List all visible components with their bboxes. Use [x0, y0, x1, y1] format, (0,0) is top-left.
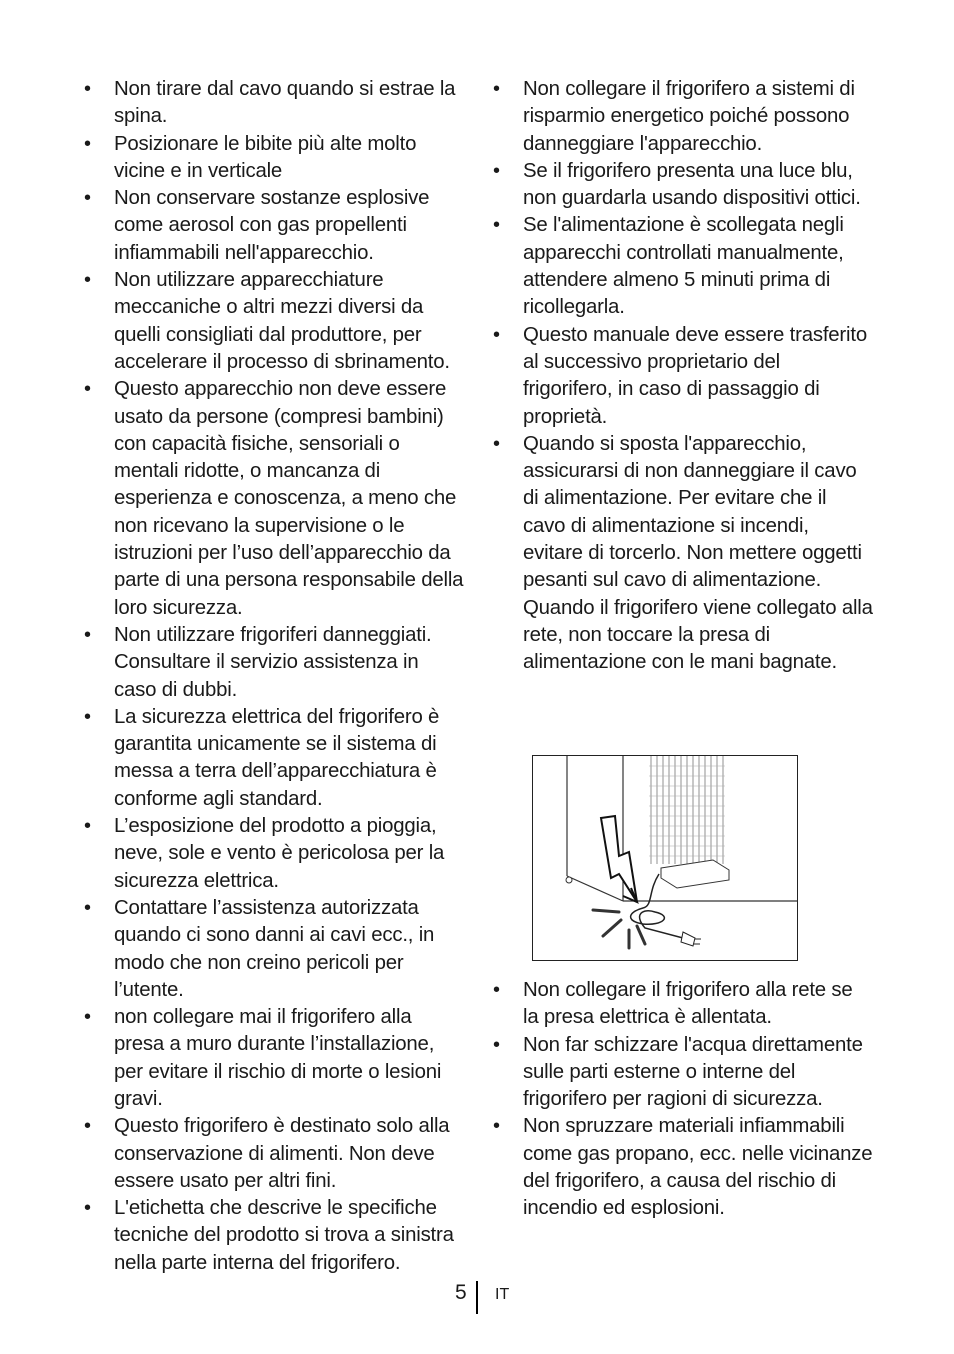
left-column	[84, 76, 464, 1277]
power-cord-warning-illustration	[532, 755, 798, 961]
list-item: • Contattare l’assistenza autorizzata quando ci sono danni ai cavi ecc., in modo che non creino pericoli per l’utente.	[84, 895, 464, 1004]
list-item: • Se l'alimentazione è scollegata negli apparecchi controllati manualmente, attendere almeno 5 minuti prima di ricollegarla.	[493, 212, 873, 321]
list-item: • Non tirare dal cavo quando si estrae la spina.	[84, 76, 464, 131]
list-item: • Posizionare le bibite più alte molto vicine e in verticale	[84, 131, 464, 186]
left-bullet-list	[84, 76, 464, 1277]
list-item: • Questo frigorifero è destinato solo alla conservazione di alimenti. Non deve essere usato per altri fini.	[84, 1113, 464, 1195]
list-item: • Non utilizzare apparecchiature meccaniche o altri mezzi diversi da quelli consigliati dal produttore, per accelerare il processo di sbrinamento.	[84, 267, 464, 376]
footer-separator	[476, 1281, 478, 1314]
right-column	[493, 76, 873, 677]
list-item: • Non collegare il frigorifero a sistemi di risparmio energetico poiché possono danneggiare l'apparecchio.	[493, 76, 873, 158]
refrigerator-back-icon	[533, 756, 798, 961]
right-column-bottom	[493, 977, 873, 1223]
list-item: • Non conservare sostanze esplosive come aerosol con gas propellenti infiammabili nell'apparecchio.	[84, 185, 464, 267]
list-item: • La sicurezza elettrica del frigorifero è garantita unicamente se il sistema di messa a terra dell’apparecchiatura è conforme agli standard.	[84, 704, 464, 813]
list-item: • Non utilizzare frigoriferi danneggiati. Consultare il servizio assistenza in caso di dubbi.	[84, 622, 464, 704]
list-item: • Non collegare il frigorifero alla rete se la presa elettrica è allentata.	[493, 977, 873, 1032]
list-item: • Se il frigorifero presenta una luce blu, non guardarla usando dispositivi ottici.	[493, 158, 873, 213]
list-item: • Questo manuale deve essere trasferito al successivo proprietario del frigorifero, in caso di passaggio di proprietà.	[493, 322, 873, 431]
page-number: 5	[455, 1281, 467, 1304]
list-item: • L'etichetta che descrive le specifiche tecniche del prodotto si trova a sinistra nella parte interna del frigorifero.	[84, 1195, 464, 1277]
list-item: • Quando si sposta l'apparecchio, assicurarsi di non danneggiare il cavo di alimentazione. Per evitare che il cavo di alimentazione si incendi, evitare di torcerlo. Non mettere oggetti pesanti sul cavo di alimentazione. Quando il frigorifero viene collegato alla rete, non toccare la presa di alimentazione con le mani bagnate.	[493, 431, 873, 677]
right-bullet-list-bottom	[493, 977, 873, 1223]
list-item: • L’esposizione del prodotto a pioggia, neve, sole e vento è pericolosa per la sicurezza elettrica.	[84, 813, 464, 895]
list-item: • Non spruzzare materiali infiammabili come gas propano, ecc. nelle vicinanze del frigorifero, a causa del rischio di incendio ed esplosioni.	[493, 1113, 873, 1222]
list-item: • Non far schizzare l'acqua direttamente sulle parti esterne o interne del frigorifero per ragioni di sicurezza.	[493, 1032, 873, 1114]
right-bullet-list-top	[493, 76, 873, 677]
list-item: • Questo apparecchio non deve essere usato da persone (compresi bambini) con capacità fisiche, sensoriali o mentali ridotte, o mancanza di esperienza e conoscenza, a meno che non ricevano la supervisione o le istruzioni per l’uso dell’apparecchio da parte di una persona responsabile della loro sicurezza.	[84, 376, 464, 622]
language-code: IT	[495, 1286, 510, 1303]
list-item: • non collegare mai il frigorifero alla presa a muro durante l’installazione, per evitare il rischio di morte o lesioni gravi.	[84, 1004, 464, 1113]
